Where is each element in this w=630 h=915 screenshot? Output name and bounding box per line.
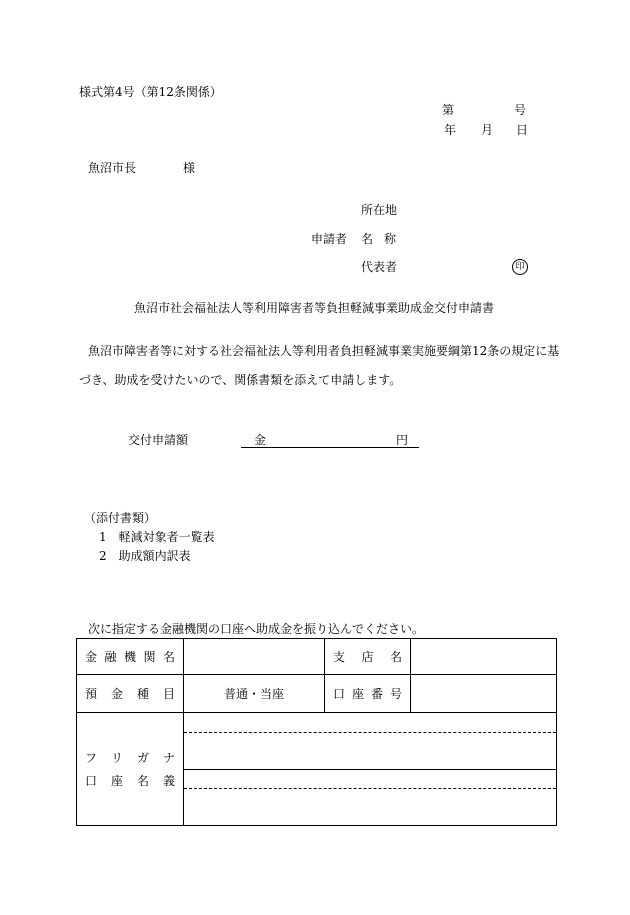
bank-account-table <box>76 638 557 826</box>
furigana-row[interactable] <box>184 770 556 790</box>
label-char: 番 <box>370 687 383 701</box>
deposit-type-label-cell <box>77 675 184 713</box>
attachments-heading: （添付書類） <box>84 511 157 525</box>
deposit-type-value: 普通・当座 <box>223 687 284 701</box>
account-holder-label <box>77 772 183 789</box>
amount-prefix: 金 <box>254 433 267 447</box>
amount-field[interactable] <box>241 433 419 448</box>
account-holder-row[interactable] <box>184 733 556 770</box>
furigana-row[interactable] <box>184 713 556 733</box>
account-holder-field[interactable] <box>184 713 557 826</box>
label-char: ナ <box>162 751 175 765</box>
account-number-field[interactable] <box>411 675 557 713</box>
label-char: 号 <box>389 687 402 701</box>
body-text-line-2: づき、助成を受けたいので、関係書類を添えて申請します。 <box>79 373 402 387</box>
deposit-type-field[interactable] <box>184 675 325 713</box>
label-char: ガ <box>136 751 149 765</box>
label-char: 関 <box>143 650 156 664</box>
label-char: 名 <box>389 650 402 664</box>
label-char: 口 <box>333 687 346 701</box>
month-label: 月 <box>481 123 494 137</box>
label-char: 種 <box>136 687 149 701</box>
label-char: 義 <box>162 774 175 788</box>
body-text-line-1: 魚沼市障害者等に対する社会福祉法人等利用者負担軽減事業実施要綱第12条の規定に基 <box>88 344 560 358</box>
address-label: 所在地 <box>361 203 398 217</box>
bank-name-field[interactable] <box>184 639 325 675</box>
bank-name-label-cell <box>77 639 184 675</box>
addressee-honorific: 様 <box>183 161 196 175</box>
applicant-label: 申請者 <box>311 232 348 246</box>
representative-label: 代表者 <box>361 260 398 274</box>
label-char: 支 <box>333 650 346 664</box>
branch-label <box>325 648 410 665</box>
label-char: 口 <box>85 774 98 788</box>
attachment-item: 2 助成額内訳表 <box>99 549 191 563</box>
label-char: フ <box>85 751 98 765</box>
document-title: 魚沼市社会福祉法人等利用障害者等負担軽減事業助成金交付申請書 <box>134 301 495 315</box>
branch-label-cell <box>325 639 411 675</box>
deposit-type-label <box>77 685 183 702</box>
amount-suffix: 円 <box>396 433 409 447</box>
document-go-label: 号 <box>514 103 527 117</box>
branch-field[interactable] <box>411 639 557 675</box>
account-holder-row[interactable] <box>184 789 556 825</box>
label-char: 名 <box>136 774 149 788</box>
day-label: 日 <box>516 123 529 137</box>
amount-label: 交付申請額 <box>128 433 189 447</box>
seal-icon: 印 <box>512 259 528 275</box>
label-char: 店 <box>361 650 374 664</box>
label-char: 機 <box>123 650 136 664</box>
label-char: 座 <box>351 687 364 701</box>
form-number: 様式第4号（第12条関係） <box>79 85 222 99</box>
label-char: 金 <box>110 687 123 701</box>
account-holder-label-cell <box>77 713 184 826</box>
document-no-label: 第 <box>442 103 455 117</box>
addressee-name: 魚沼市長 <box>88 161 137 175</box>
label-char: 預 <box>85 687 98 701</box>
account-number-label-cell <box>325 675 411 713</box>
label-char: 名 <box>162 650 175 664</box>
name-label: 名称 <box>361 232 408 246</box>
bank-name-label <box>77 648 183 665</box>
label-char: リ <box>110 751 123 765</box>
account-number-label <box>325 685 410 702</box>
year-label: 年 <box>444 123 457 137</box>
label-char: 融 <box>104 650 117 664</box>
label-char: 金 <box>85 650 98 664</box>
attachment-item: 1 軽減対象者一覧表 <box>99 530 215 544</box>
furigana-label <box>77 749 183 766</box>
label-char: 目 <box>162 687 175 701</box>
label-char: 座 <box>110 774 123 788</box>
transfer-note: 次に指定する金融機関の口座へ助成金を振り込んでください。 <box>88 622 425 636</box>
